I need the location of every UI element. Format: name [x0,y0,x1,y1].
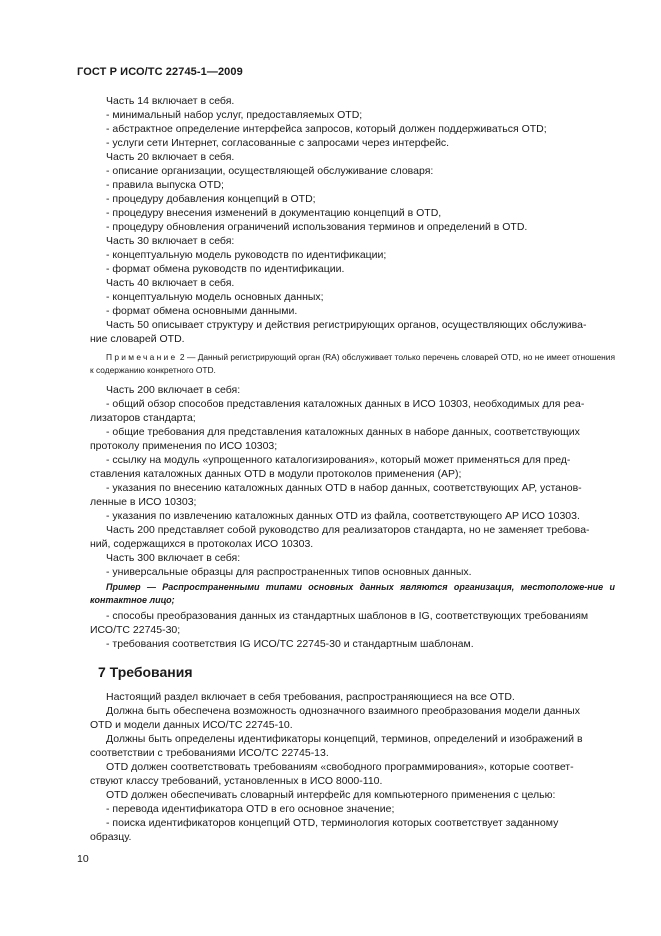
text-line: - минимальный набор услуг, предоставляемых OTD; [106,109,363,121]
text-line: - процедуру внесения изменений в документацию концепций в OTD, [106,207,442,219]
text-line: Часть 200 представляет собой руководство для реализаторов стандарта, но не заменяет требова- [106,524,590,536]
text-line: OTD должен обеспечивать словарный интерфейс для компьютерного применения с целью: [106,789,556,801]
text-line: - формат обмена основными данными. [106,305,298,317]
text-line: образцу. [90,831,132,843]
text-line: - перевода идентификатора OTD в его основное значение; [106,803,395,815]
note-text: 2 — Данный регистрирующий орган (RA) обслуживает только перечень словарей OTD, но не имеет отношения к содержанию конкретного OTD. [90,352,616,375]
text-line: OTD должен соответствовать требованиям «свободного программирования», которые соответ- [106,761,574,773]
text-line: Часть 200 включает в себя: [106,384,241,396]
text-line: - концептуальную модель основных данных; [106,291,324,303]
text-line: - универсальные образцы для распространенных типов основных данных. [106,566,472,578]
text-line: ставления каталожных данных OTD в модули протоколов применения (AP); [90,468,462,480]
text-line: - указания по извлечению каталожных данных OTD из файла, соответствующего AP ИСО 10303. [106,510,580,522]
text-line: Часть 30 включает в себя: [106,235,235,247]
text-line: Часть 50 описывает структуру и действия регистрирующих органов, осуществляющих обслужива- [106,319,587,331]
text-line: - процедуру обновления ограничений использования терминов и определений в OTD. [106,221,528,233]
text-line: - правила выпуска OTD; [106,179,224,191]
text-line: - ссылку на модуль «упрощенного каталогизирования», который может применяться для пред- [106,454,571,466]
text-line: Должна быть обеспечена возможность однозначного взаимного преобразования модели данных [106,705,580,717]
text-line: лизаторов стандарта; [90,412,196,424]
text-line: Должны быть определены идентификаторы концепций, терминов, определений и изображений в [106,733,583,745]
text-line: - указания по внесению каталожных данных OTD в набор данных, соответствующих AP, установ- [106,482,582,494]
page-number: 10 [77,853,89,865]
standard-header: ГОСТ Р ИСО/ТС 22745-1—2009 [77,66,243,78]
note-paragraph [90,351,615,376]
text-line: ствуют классу требований, установленных в ИСО 8000-110. [90,775,383,787]
text-line: ний, содержащихся в протоколах ИСО 10303. [90,538,314,550]
text-line: - услуги сети Интернет, согласованные с запросами через интерфейс. [106,137,450,149]
text-line: Настоящий раздел включает в себя требования, распространяющиеся на все OTD. [106,691,515,703]
section-heading: 7 Требования [98,664,193,680]
example-paragraph: Пример — Распространенными типами основных данных являются организация, местоположе-ние и контактное лицо; [90,582,615,605]
text-line: - концептуальную модель руководств по идентификации; [106,249,387,261]
text-line: - процедуру добавления концепций в OTD; [106,193,316,205]
document-body [90,94,615,844]
text-line: - описание организации, осуществляющей обслуживание словаря: [106,165,434,177]
text-line: - поиска идентификаторов концепций OTD, терминология которых соответствует заданному [106,817,559,829]
text-line: протоколу применения по ИСО 10303; [90,440,278,452]
text-line: - способы преобразования данных из стандартных шаблонов в IG, соответствующих требованиям [106,610,589,622]
text-line: - общий обзор способов представления каталожных данных в ИСО 10303, необходимых для реа- [106,398,585,410]
text-line: - формат обмена руководств по идентификации. [106,263,345,275]
text-line: Часть 20 включает в себя. [106,151,235,163]
text-line: Часть 300 включает в себя: [106,552,241,564]
text-line: ние словарей OTD. [90,333,185,345]
text-line: Часть 14 включает в себя. [106,95,235,107]
text-line: OTD и модели данных ИСО/ТС 22745-10. [90,719,293,731]
text-line: - общие требования для представления каталожных данных в наборе данных, соответствующих [106,426,580,438]
note-label: Примечание [106,352,178,362]
text-line: соответствии с требованиями ИСО/ТС 22745-13. [90,747,329,759]
text-line: Часть 40 включает в себя. [106,277,235,289]
text-line: ленные в ИСО 10303; [90,496,197,508]
text-line: ИСО/ТС 22745-30; [90,624,181,636]
text-line: - требования соответствия IG ИСО/ТС 22745-30 и стандартным шаблонам. [106,638,474,650]
text-line: - абстрактное определение интерфейса запросов, который должен поддерживаться OTD; [106,123,547,135]
